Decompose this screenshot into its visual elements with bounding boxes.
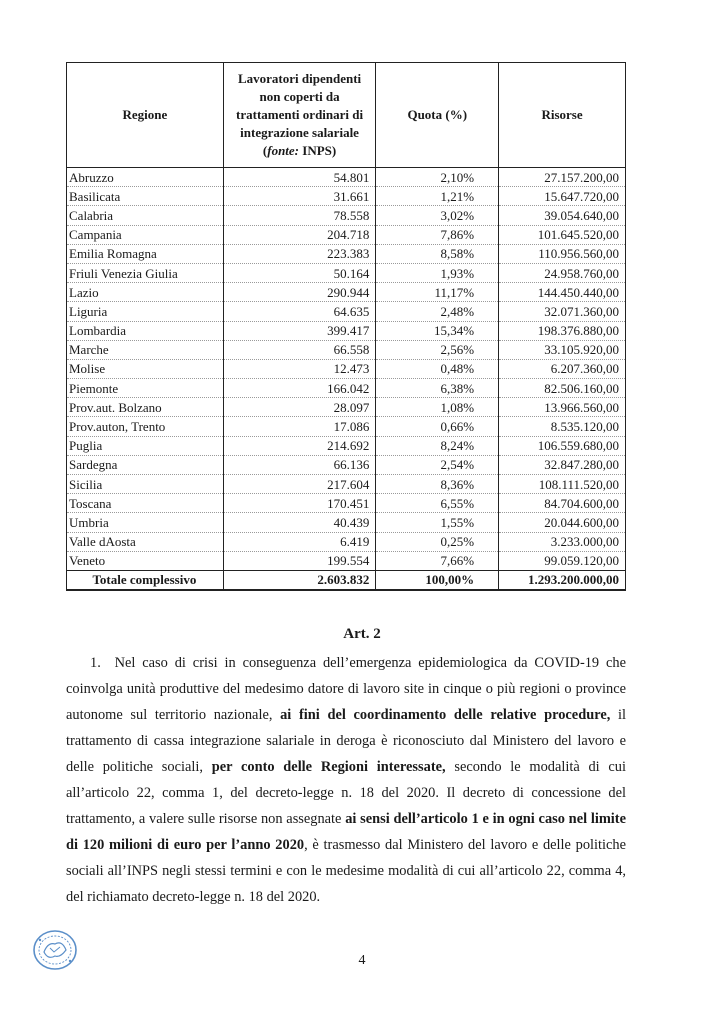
cell-lavoratori: 170.451	[223, 494, 376, 513]
cell-quota: 1,93%	[376, 263, 499, 282]
cell-regione: Prov.aut. Bolzano	[67, 398, 224, 417]
cell-risorse: 32.847.280,00	[499, 455, 626, 474]
cell-lavoratori: 214.692	[223, 436, 376, 455]
article-bold-3: ai sensi dell’articolo 1 e in ogni caso nel limite di 120 milioni di euro per l’anno 2020	[66, 811, 626, 853]
cell-regione: Sardegna	[67, 455, 224, 474]
table-row	[67, 379, 626, 398]
cell-regione: Prov.auton, Trento	[67, 417, 224, 436]
cell-quota: 1,08%	[376, 398, 499, 417]
cell-quota: 2,56%	[376, 340, 499, 359]
header-lavoratori-line4: integrazione salariale	[240, 125, 359, 140]
cell-lavoratori: 31.661	[223, 187, 376, 206]
cell-lavoratori: 64.635	[223, 302, 376, 321]
cell-regione: Valle dAosta	[67, 532, 224, 551]
cell-risorse: 15.647.720,00	[499, 187, 626, 206]
cell-quota: 8,24%	[376, 436, 499, 455]
article-text-3: secondo le modalità di cui all’articolo 22, comma 1, del decreto-legge n. 18 del 2020. Il decreto di concessione del trattamento, a valere sulle risorse non assegnate	[66, 759, 626, 827]
table-row	[67, 532, 626, 551]
cell-lavoratori: 54.801	[223, 168, 376, 187]
cell-quota: 6,55%	[376, 494, 499, 513]
cell-regione: Molise	[67, 359, 224, 378]
cell-regione: Puglia	[67, 436, 224, 455]
table-row	[67, 513, 626, 532]
cell-risorse: 84.704.600,00	[499, 494, 626, 513]
table-row	[67, 168, 626, 187]
cell-quota: 7,86%	[376, 225, 499, 244]
table-row	[67, 187, 626, 206]
total-row	[67, 570, 626, 590]
cell-quota: 8,36%	[376, 475, 499, 494]
cell-risorse: 6.207.360,00	[499, 359, 626, 378]
cell-risorse: 82.506.160,00	[499, 379, 626, 398]
cell-regione: Veneto	[67, 551, 224, 570]
cell-regione: Abruzzo	[67, 168, 224, 187]
cell-regione: Umbria	[67, 513, 224, 532]
cell-lavoratori: 199.554	[223, 551, 376, 570]
cell-quota: 0,48%	[376, 359, 499, 378]
table-body	[67, 168, 626, 571]
total-lavoratori: 2.603.832	[223, 570, 376, 590]
cell-quota: 3,02%	[376, 206, 499, 225]
article-bold-1: ai fini del coordinamento delle relative procedure,	[280, 707, 611, 723]
cell-risorse: 33.105.920,00	[499, 340, 626, 359]
cell-lavoratori: 204.718	[223, 225, 376, 244]
table-row	[67, 302, 626, 321]
cell-risorse: 20.044.600,00	[499, 513, 626, 532]
cell-regione: Piemonte	[67, 379, 224, 398]
cell-quota: 0,25%	[376, 532, 499, 551]
cell-risorse: 24.958.760,00	[499, 263, 626, 282]
table-row	[67, 263, 626, 282]
article-bold-2: per conto delle Regioni interessate,	[211, 759, 446, 775]
table-row	[67, 206, 626, 225]
cell-regione: Lazio	[67, 283, 224, 302]
cell-lavoratori: 66.558	[223, 340, 376, 359]
cell-lavoratori: 399.417	[223, 321, 376, 340]
table-row	[67, 244, 626, 263]
cell-risorse: 8.535.120,00	[499, 417, 626, 436]
page-number: 4	[358, 953, 366, 968]
cell-risorse: 3.233.000,00	[499, 532, 626, 551]
cell-quota: 0,66%	[376, 417, 499, 436]
table-row	[67, 551, 626, 570]
header-lavoratori-inps: INPS	[302, 143, 332, 158]
cell-risorse: 108.111.520,00	[499, 475, 626, 494]
cell-lavoratori: 12.473	[223, 359, 376, 378]
table-row	[67, 475, 626, 494]
cell-lavoratori: 40.439	[223, 513, 376, 532]
cell-regione: Marche	[67, 340, 224, 359]
table-row	[67, 283, 626, 302]
cell-regione: Friuli Venezia Giulia	[67, 263, 224, 282]
header-lavoratori-fonte: fonte:	[267, 143, 300, 158]
cell-risorse: 27.157.200,00	[499, 168, 626, 187]
cell-quota: 2,10%	[376, 168, 499, 187]
cell-regione: Toscana	[67, 494, 224, 513]
cell-lavoratori: 223.383	[223, 244, 376, 263]
table-row	[67, 455, 626, 474]
cell-lavoratori: 17.086	[223, 417, 376, 436]
cell-regione: Calabria	[67, 206, 224, 225]
table-row	[67, 321, 626, 340]
table-row	[67, 494, 626, 513]
cell-risorse: 39.054.640,00	[499, 206, 626, 225]
cell-risorse: 13.966.560,00	[499, 398, 626, 417]
cell-risorse: 198.376.880,00	[499, 321, 626, 340]
table-row	[67, 436, 626, 455]
cell-regione: Emilia Romagna	[67, 244, 224, 263]
cell-regione: Sicilia	[67, 475, 224, 494]
cell-lavoratori: 290.944	[223, 283, 376, 302]
header-lavoratori-line3: trattamenti ordinari di	[236, 107, 364, 122]
article-title: Art. 2	[343, 626, 381, 642]
cell-lavoratori: 217.604	[223, 475, 376, 494]
cell-lavoratori: 28.097	[223, 398, 376, 417]
cell-regione: Lombardia	[67, 321, 224, 340]
cell-regione: Liguria	[67, 302, 224, 321]
cell-regione: Basilicata	[67, 187, 224, 206]
table-header-row	[67, 63, 626, 168]
cell-quota: 15,34%	[376, 321, 499, 340]
cell-lavoratori: 6.419	[223, 532, 376, 551]
cell-risorse: 144.450.440,00	[499, 283, 626, 302]
cell-quota: 2,48%	[376, 302, 499, 321]
cell-quota: 7,66%	[376, 551, 499, 570]
cell-regione: Campania	[67, 225, 224, 244]
article-paragraph	[66, 650, 626, 910]
header-quota: Quota (%)	[376, 63, 499, 168]
header-lavoratori: Lavoratori dipendenti non coperti da trattamenti ordinari di integrazione salariale (fonte: INPS)	[223, 63, 376, 168]
total-label: Totale complessivo	[67, 570, 224, 590]
cell-lavoratori: 166.042	[223, 379, 376, 398]
cell-risorse: 106.559.680,00	[499, 436, 626, 455]
total-quota: 100,00%	[376, 570, 499, 590]
table-row	[67, 417, 626, 436]
cell-lavoratori: 50.164	[223, 263, 376, 282]
cell-risorse: 32.071.360,00	[499, 302, 626, 321]
cell-lavoratori: 78.558	[223, 206, 376, 225]
article-text-1: 1. Nel caso di crisi in conseguenza dell’emergenza epidemiologica da COVID-19 che coinvolga unità produttive del medesimo datore di lavoro site in cinque o più regioni o province autonome sul territorio nazionale,	[66, 655, 626, 723]
header-lavoratori-line2: non coperti da	[259, 89, 340, 104]
cell-lavoratori: 66.136	[223, 455, 376, 474]
total-risorse: 1.293.200.000,00	[499, 570, 626, 590]
header-risorse: Risorse	[499, 63, 626, 168]
regions-resources-table	[66, 62, 626, 591]
cell-quota: 11,17%	[376, 283, 499, 302]
table-row	[67, 398, 626, 417]
cell-quota: 1,21%	[376, 187, 499, 206]
header-regione: Regione	[67, 63, 224, 168]
cell-risorse: 99.059.120,00	[499, 551, 626, 570]
cell-quota: 8,58%	[376, 244, 499, 263]
cell-quota: 1,55%	[376, 513, 499, 532]
header-lavoratori-line1: Lavoratori dipendenti	[237, 71, 362, 86]
cell-quota: 6,38%	[376, 379, 499, 398]
cell-risorse: 101.645.520,00	[499, 225, 626, 244]
cell-risorse: 110.956.560,00	[499, 244, 626, 263]
table-row	[67, 340, 626, 359]
table-row	[67, 225, 626, 244]
article-text-2: il trattamento di cassa integrazione salariale in deroga è riconosciuto dal Ministero del lavoro e delle politiche sociali,	[66, 707, 626, 775]
table-row	[67, 359, 626, 378]
article-text-4: , è trasmesso dal Ministero del lavoro e delle politiche sociali all’INPS negli stessi termini e con le medesime modalità di cui all’articolo 22, comma 4, del richiamato decreto-legge n. 18 del 2020.	[66, 837, 626, 905]
article-body	[66, 650, 626, 910]
cell-quota: 2,54%	[376, 455, 499, 474]
